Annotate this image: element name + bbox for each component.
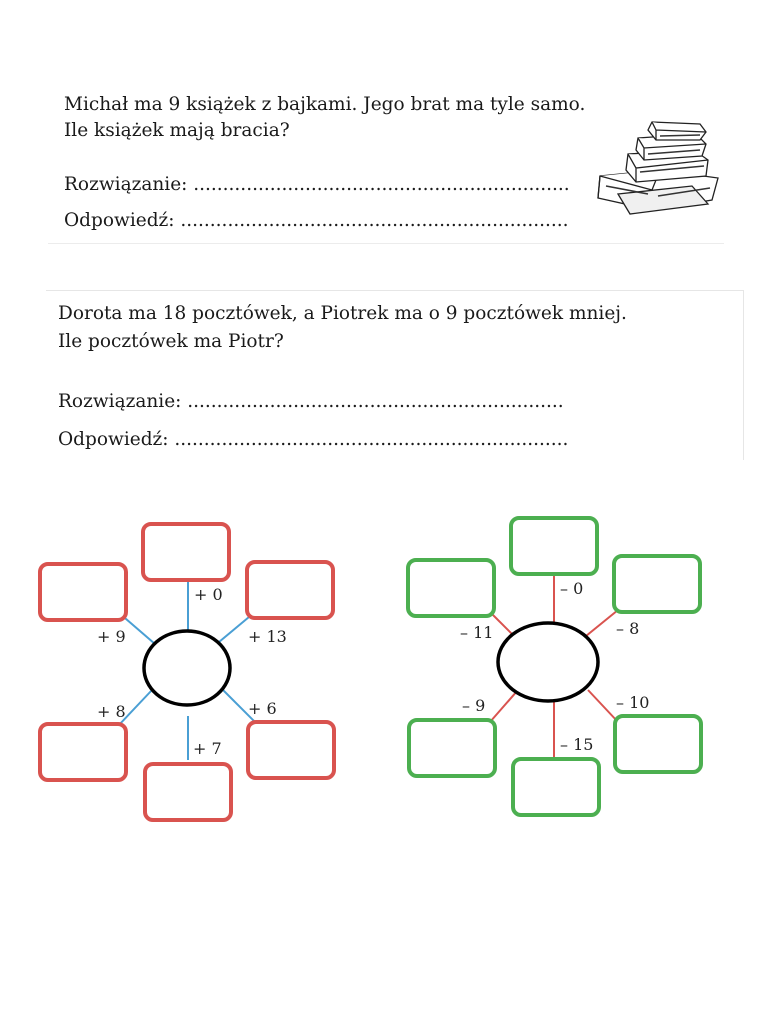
operation-label: – 15	[560, 735, 594, 754]
answer-box[interactable]	[614, 556, 700, 612]
center-circle[interactable]	[498, 623, 598, 701]
answer-line-1[interactable]: Odpowiedź: ..................................................................	[64, 210, 569, 231]
question-1-line-2: Ile książek mają bracia?	[64, 120, 290, 141]
word-problem-1	[48, 86, 724, 244]
subtraction-star-diagram	[390, 500, 768, 840]
question-2-line-2: Ile pocztówek ma Piotr?	[58, 331, 284, 352]
question-2-line-1: Dorota ma 18 pocztówek, a Piotrek ma o 9 pocztówek mniej.	[58, 303, 627, 324]
operation-label: – 0	[560, 579, 584, 598]
answer-box[interactable]	[248, 722, 334, 778]
operation-label: + 0	[194, 585, 223, 604]
answer-line-2[interactable]: Odpowiedź: ...................................................................	[58, 429, 569, 450]
operation-label: + 7	[193, 739, 222, 758]
operation-label: – 11	[460, 623, 494, 642]
answer-box[interactable]	[615, 716, 701, 772]
operation-label: + 8	[97, 702, 126, 721]
answer-box[interactable]	[408, 560, 494, 616]
solution-line-2[interactable]: Rozwiązanie: ................................................................	[58, 391, 564, 412]
answer-box[interactable]	[40, 564, 126, 620]
answer-box[interactable]	[513, 759, 599, 815]
answer-box[interactable]	[145, 764, 231, 820]
question-1-line-1: Michał ma 9 książek z bajkami. Jego brat ma tyle samo.	[64, 94, 586, 115]
word-problem-2	[46, 290, 744, 460]
operation-label: + 9	[97, 627, 126, 646]
operation-label: + 6	[248, 699, 277, 718]
operation-label: – 8	[616, 619, 640, 638]
addition-star-diagram	[0, 500, 380, 840]
solution-line-1[interactable]: Rozwiązanie: ................................................................	[64, 174, 570, 195]
answer-box[interactable]	[247, 562, 333, 618]
operation-label: + 13	[248, 627, 287, 646]
answer-box[interactable]	[511, 518, 597, 574]
books-stack-icon	[596, 120, 720, 216]
operation-label: – 10	[616, 693, 650, 712]
operation-label: – 9	[462, 696, 486, 715]
answer-box[interactable]	[40, 724, 126, 780]
center-circle[interactable]	[144, 631, 230, 705]
answer-box[interactable]	[409, 720, 495, 776]
answer-box[interactable]	[143, 524, 229, 580]
